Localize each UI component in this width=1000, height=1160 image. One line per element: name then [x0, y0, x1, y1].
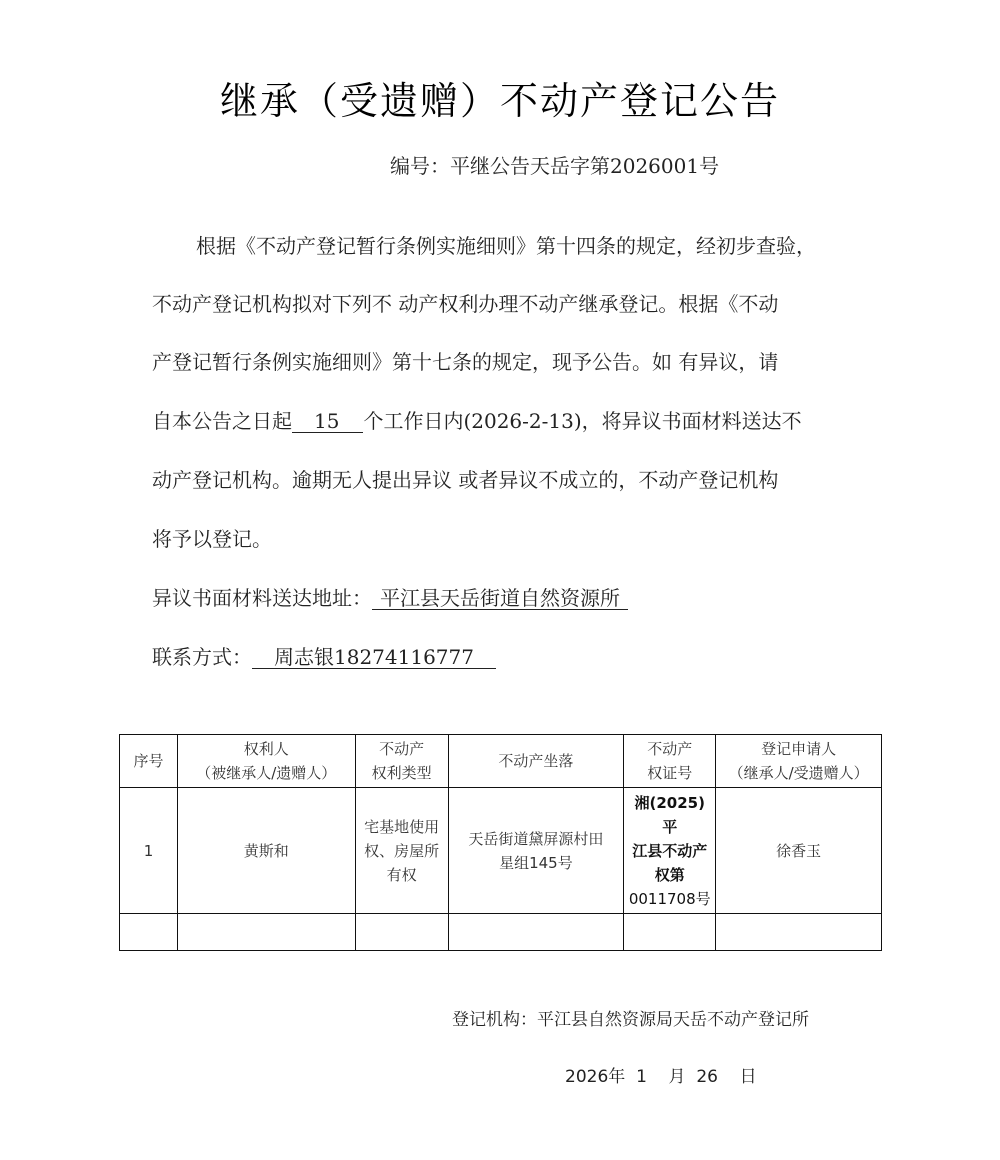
contact-label: 联系方式：	[152, 645, 252, 669]
body-line-3: 产登记暂行条例实施细则》第十七条的规定，现予公告。如 有异议，请	[152, 350, 779, 374]
date-year-unit: 年	[608, 1067, 626, 1087]
body-line-1: 根据《不动产登记暂行条例实施细则》第十四条的规定，经初步查验，	[196, 234, 816, 258]
objection-address	[152, 584, 852, 612]
cell-type-line1: 宅基地使用	[364, 817, 440, 836]
table-row	[120, 788, 882, 914]
header-applicant-line2: （继承人/受遗赠人）	[728, 764, 869, 782]
header-cert-line1: 不动产	[647, 740, 693, 758]
body-line-4	[152, 407, 852, 435]
objection-address-value: 平江县天岳街道自然资源所	[372, 587, 628, 610]
header-type-line1: 不动产	[379, 740, 425, 758]
body-line-6: 将予以登记。	[152, 527, 272, 551]
empty-cell	[448, 914, 624, 951]
header-certificate	[624, 735, 716, 788]
date-day: 26	[696, 1067, 718, 1087]
header-seq: 序号	[120, 735, 178, 788]
document-number: 编号：平继公告天岳字第2026001号	[390, 154, 720, 178]
header-applicant-line1: 登记申请人	[761, 740, 837, 758]
registration-table	[119, 734, 882, 951]
body-line-2: 不动产登记机构拟对下列不 动产权利办理不动产继承登记。根据《不动	[152, 292, 779, 316]
header-holder-line1: 权利人	[243, 740, 289, 758]
table-row-empty	[120, 914, 882, 951]
header-cert-line2: 权证号	[647, 764, 693, 782]
cell-location-line2: 星组145号	[499, 853, 573, 872]
body-line-4-pre: 自本公告之日起	[152, 409, 292, 433]
cell-type-line2: 权、房屋所	[364, 841, 440, 860]
date-month-unit: 月	[668, 1067, 686, 1087]
notice-title: 继承（受遗赠）不动产登记公告	[219, 79, 780, 123]
cell-cert-line1: 湘(2025)平	[634, 793, 705, 836]
cell-holder: 黄斯和	[177, 788, 355, 914]
registration-agency: 登记机构：平江县自然资源局天岳不动产登记所	[452, 1010, 809, 1030]
header-type-line2: 权利类型	[371, 764, 432, 782]
contact	[152, 643, 852, 671]
cell-location	[448, 788, 624, 914]
date-day-unit: 日	[739, 1067, 757, 1087]
cell-cert-line3: 权第	[654, 865, 685, 884]
body-line-5: 动产登记机构。逾期无人提出异议 或者异议不成立的，不动产登记机构	[152, 468, 779, 492]
empty-cell	[177, 914, 355, 951]
body-line-4-post: 个工作日内(2026-2-13)，将异议书面材料送达不	[363, 409, 802, 433]
objection-address-label: 异议书面材料送达地址：	[152, 586, 372, 610]
notice-date	[565, 1062, 757, 1087]
header-right-type	[355, 735, 448, 788]
contact-value: 周志银18274116777	[252, 646, 496, 669]
header-holder	[177, 735, 355, 788]
table-header-row	[120, 735, 882, 788]
date-month: 1	[636, 1067, 647, 1087]
empty-cell	[624, 914, 716, 951]
cell-seq: 1	[120, 788, 178, 914]
empty-cell	[716, 914, 882, 951]
date-year: 2026	[565, 1067, 609, 1087]
header-holder-line2: （被继承人/遗赠人）	[196, 764, 337, 782]
cell-cert-line4: 0011708号	[628, 889, 711, 908]
empty-cell	[355, 914, 448, 951]
cell-right-type	[355, 788, 448, 914]
working-days: 15	[292, 410, 363, 433]
cell-location-line1: 天岳街道黛屏源村田	[468, 829, 604, 848]
cell-cert-line2: 江县不动产	[632, 841, 708, 860]
header-location: 不动产坐落	[448, 735, 624, 788]
empty-cell	[120, 914, 178, 951]
header-applicant	[716, 735, 882, 788]
cell-type-line3: 有权	[386, 865, 417, 884]
cell-certificate	[624, 788, 716, 914]
cell-applicant: 徐香玉	[716, 788, 882, 914]
